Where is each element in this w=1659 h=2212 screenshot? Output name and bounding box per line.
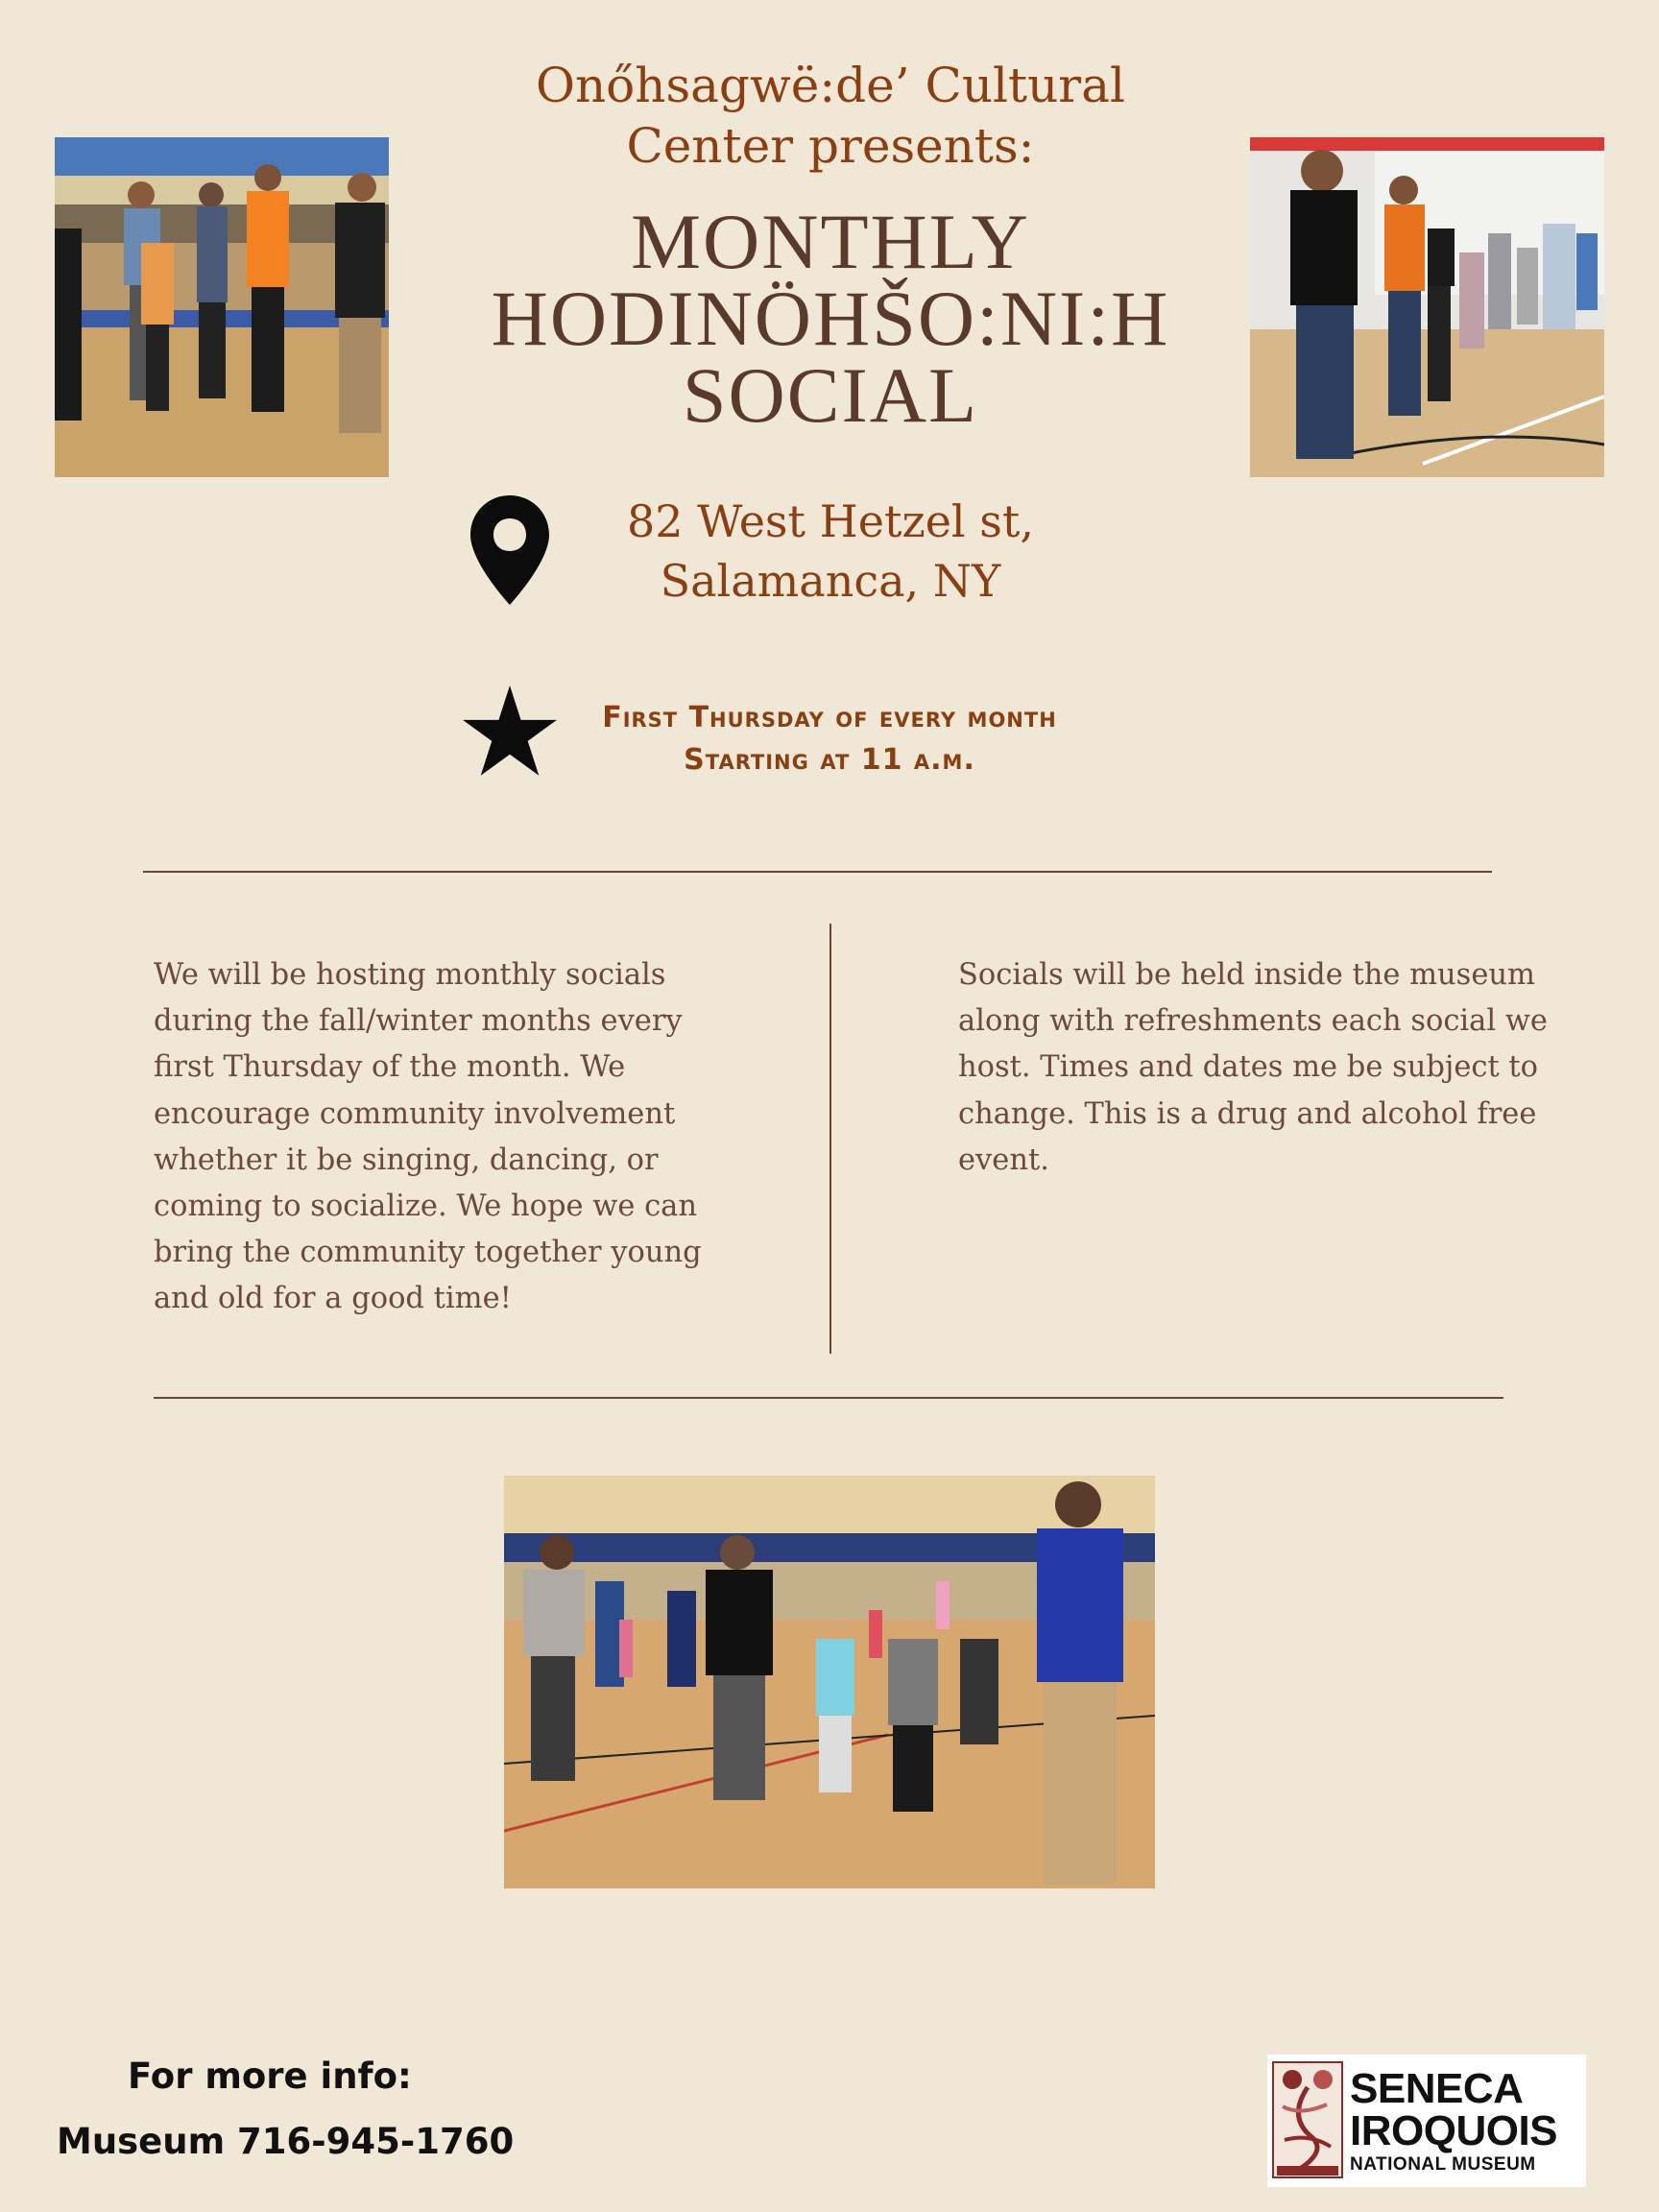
info-heading: For more info: [128, 2056, 412, 2097]
event-address [566, 492, 1094, 611]
description-left: We will be hosting monthly socials during the fall/winter months every first Thursday of the month. We encourage community involvement whether it be singing, dancing, or coming to socialize. We hope we can bring the community together young and old for a good time! [154, 958, 702, 1316]
logo-line-2: IROQUOIS [1350, 2107, 1558, 2154]
description-right: Socials will be held inside the museum along with refreshments each social we host. Times and dates me be subject to change. This is a drug and alcohol free event. [958, 958, 1548, 1177]
divider-vertical [830, 924, 831, 1354]
map-pin-icon [470, 495, 549, 605]
star-icon [463, 685, 557, 777]
museum-phone: Museum 716-945-1760 [57, 2121, 515, 2162]
address-line-2: Salamanca, NY [660, 555, 1001, 607]
title-line-3: SOCIAL [682, 351, 979, 439]
title-line-2: HODINÖHŠO:NI:H [491, 275, 1170, 362]
presenter-line-1: Onőhsagwë:de’ Cultural [535, 58, 1126, 113]
schedule-line-1: First Thursday of every month [602, 701, 1057, 734]
event-title [413, 198, 1248, 439]
schedule-line-2: Starting at 11 a.m. [684, 743, 975, 777]
divider-bottom [154, 1397, 1503, 1399]
logo-line-3: NATIONAL MUSEUM [1350, 2154, 1536, 2175]
address-line-1: 82 West Hetzel st, [627, 495, 1034, 547]
event-schedule [555, 697, 1104, 781]
presenter-line-2: Center presents: [626, 118, 1035, 174]
photo-dance-line [1250, 137, 1604, 477]
museum-emblem-icon [1271, 2058, 1344, 2183]
logo-line-1: SENECA [1350, 2065, 1524, 2112]
photo-singers-gym [55, 137, 389, 477]
title-line-1: MONTHLY [631, 198, 1030, 285]
seneca-iroquois-museum-logo [1267, 2055, 1586, 2187]
divider-top [143, 871, 1492, 873]
presenter-heading [413, 56, 1248, 177]
photo-children-dancing [504, 1476, 1155, 1888]
